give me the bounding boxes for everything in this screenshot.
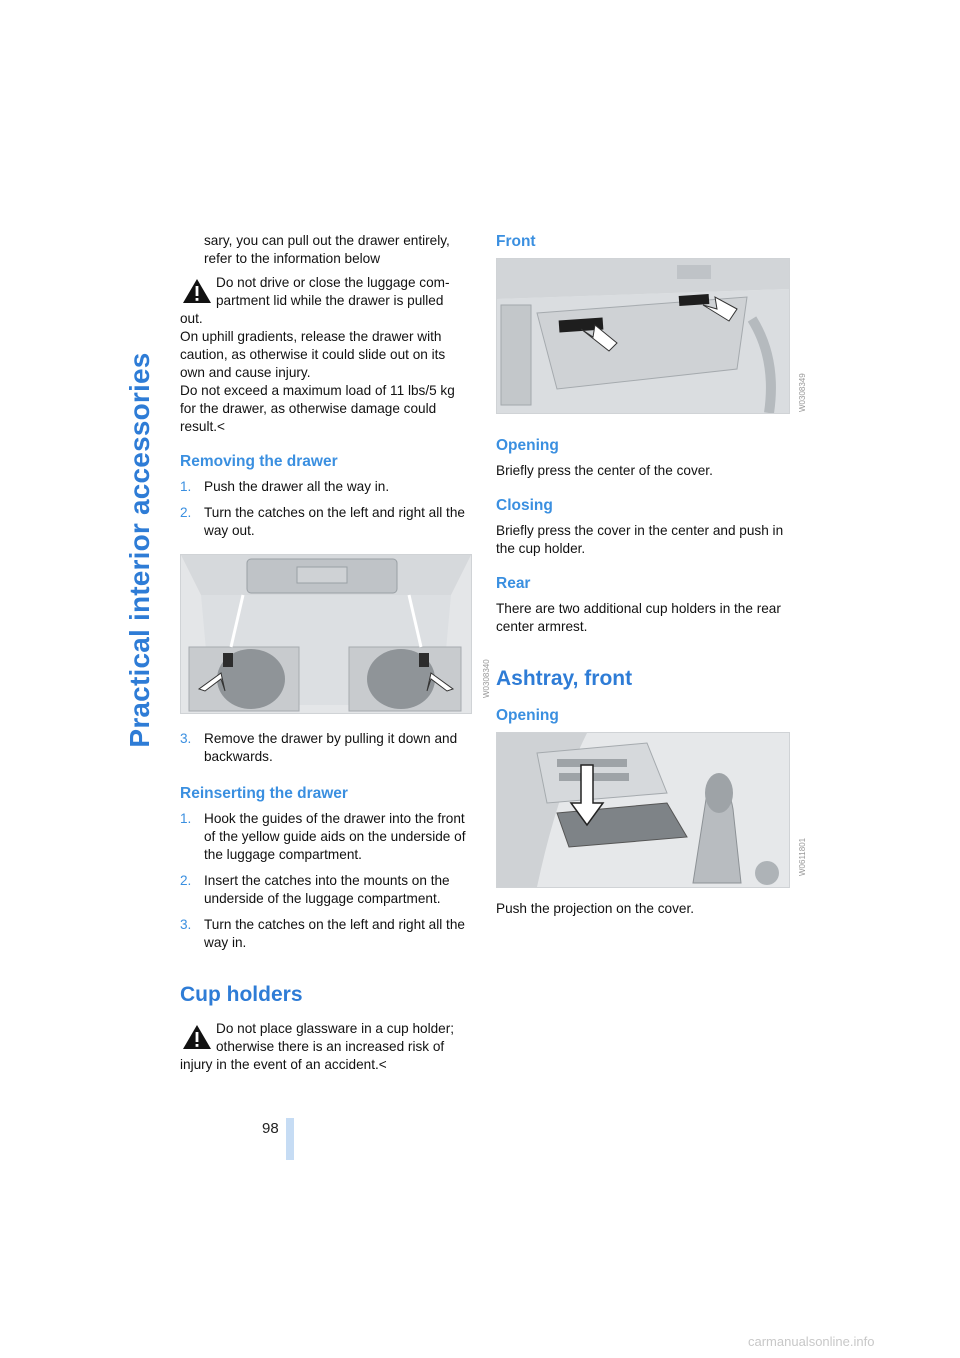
- warning-triangle-icon: [182, 278, 212, 304]
- ashtray-heading: Ashtray, front: [496, 667, 633, 690]
- list-item: 3. Remove the drawer by pulling it down and backwards.: [180, 731, 458, 764]
- ashtray-text: Push the projection on the cover.: [496, 901, 694, 916]
- page-number-bar: [286, 1118, 294, 1160]
- left-column: [180, 232, 472, 1074]
- warning-rest: out.: [180, 311, 203, 326]
- list-item: 2. Turn the catches on the left and right all the way out.: [180, 505, 465, 538]
- cupholder-figure: [496, 258, 790, 414]
- removing-step-3: [180, 730, 472, 766]
- warning-triangle-icon: [182, 1024, 212, 1050]
- warning-drawer: [180, 274, 472, 436]
- page-number: 98: [262, 1120, 279, 1137]
- side-title: Practical interior accessories: [124, 352, 155, 748]
- removing-heading: Removing the drawer: [180, 453, 338, 470]
- front-heading: Front: [496, 233, 536, 250]
- drawer-figure: [180, 554, 472, 714]
- warning-lead-2: otherwise there is an increased risk of: [216, 1039, 445, 1054]
- end-mark: <: [217, 419, 225, 434]
- figure-code-drawer: W0308340: [482, 659, 491, 698]
- reinsert-heading: Reinserting the drawer: [180, 785, 348, 802]
- warning-lead: Do not place glassware in a cup holder;: [216, 1021, 455, 1036]
- figure-code-cupholder: W0308349: [798, 373, 807, 412]
- opening-heading: Opening: [496, 437, 559, 454]
- right-column: [496, 232, 792, 918]
- ashtray-figure: [496, 732, 790, 888]
- closing-text: Briefly press the cover in the center and push in the cup holder.: [496, 523, 784, 556]
- reinsert-steps: [180, 810, 472, 952]
- end-mark: <: [378, 1057, 387, 1072]
- cup-holders-heading: Cup holders: [180, 983, 303, 1006]
- ash-opening-heading: Opening: [496, 707, 559, 724]
- warning-lead: Do not drive or close the luggage com-: [216, 275, 450, 290]
- rear-text: There are two additional cup holders in the rear center armrest.: [496, 601, 781, 634]
- warning-rest: injury in the event of an accident.<: [180, 1057, 387, 1072]
- footer-watermark: carmanualsonline.info: [748, 1334, 875, 1349]
- list-item: 1. Push the drawer all the way in.: [180, 479, 390, 494]
- list-item: 2. Insert the catches into the mounts on the underside of the luggage compartment.: [180, 873, 450, 906]
- closing-heading: Closing: [496, 497, 553, 514]
- list-item: 1. Hook the guides of the drawer into the front of the yellow guide aids on the underside of the luggage compartment.: [180, 811, 466, 862]
- warning-uphill: On uphill gradients, release the drawer with caution, as otherwise it could slide out on its own and cause injury.: [180, 329, 446, 380]
- figure-code-ashtray: W0611801: [798, 837, 807, 876]
- warning-load: Do not exceed a maximum load of 11 lbs/5 kg for the drawer, as otherwise damage could result.<: [180, 383, 455, 434]
- opening-text: Briefly press the center of the cover.: [496, 463, 713, 478]
- list-item: 3. Turn the catches on the left and right all the way in.: [180, 917, 465, 950]
- rear-heading: Rear: [496, 575, 531, 592]
- intro-text: sary, you can pull out the drawer entirely, refer to the information below: [204, 233, 450, 266]
- warning-glassware: [180, 1020, 472, 1074]
- warning-lead-2: partment lid while the drawer is pulled: [216, 293, 444, 308]
- removing-steps: [180, 478, 472, 540]
